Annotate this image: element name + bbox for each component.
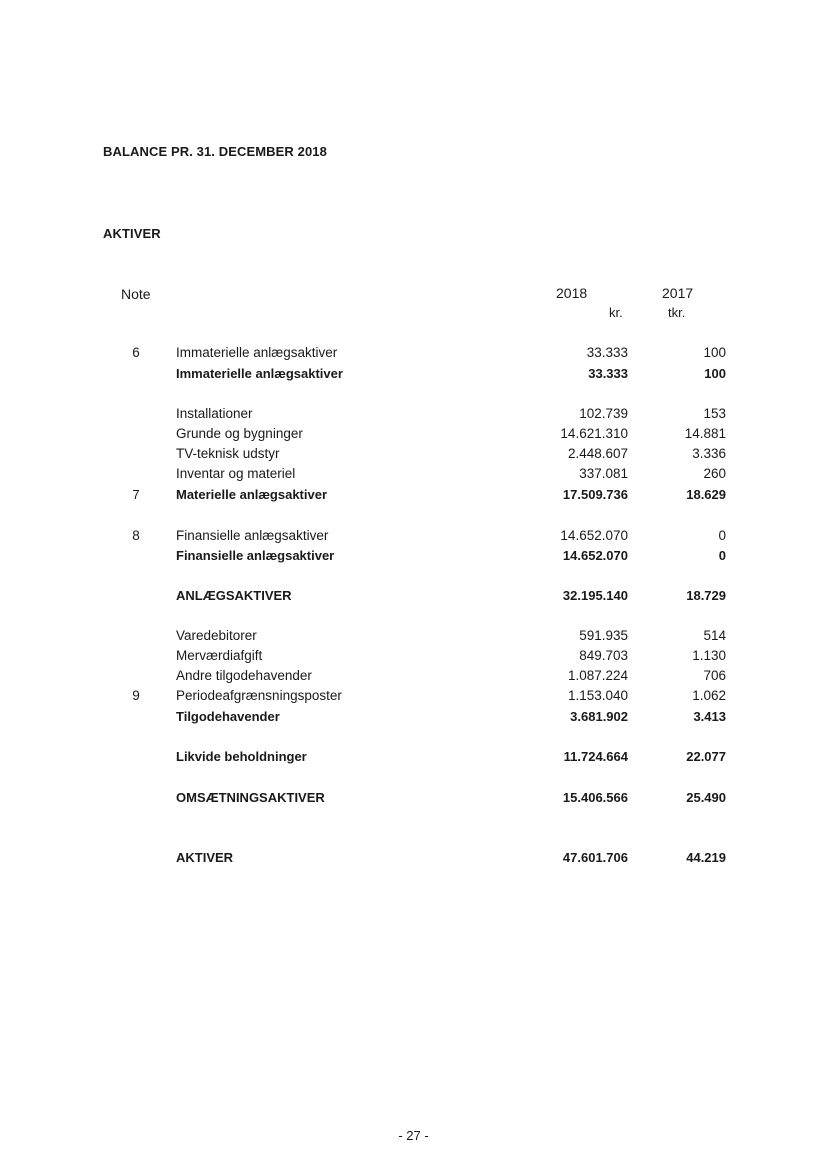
row-label: Merværdiafgift bbox=[176, 648, 263, 663]
section-heading: AKTIVER bbox=[103, 226, 161, 241]
row-value-2018: 15.406.566 bbox=[562, 790, 628, 805]
row-value-2017: 25.490 bbox=[686, 790, 726, 805]
row-label: Installationer bbox=[176, 406, 253, 421]
row-label: Immaterielle anlægsaktiver bbox=[176, 345, 338, 360]
table-row bbox=[0, 688, 827, 708]
row-note: 8 bbox=[132, 528, 140, 543]
row-label: Inventar og materiel bbox=[176, 466, 296, 481]
table-row bbox=[0, 528, 827, 548]
row-label: Varedebitorer bbox=[176, 628, 257, 643]
row-value-2017: 18.629 bbox=[686, 487, 726, 502]
row-label: ANLÆGSAKTIVER bbox=[176, 588, 292, 603]
row-label: Finansielle anlægsaktiver bbox=[176, 528, 329, 543]
row-value-2018: 102.739 bbox=[579, 406, 628, 421]
table-row bbox=[0, 426, 827, 446]
row-value-2018: 591.935 bbox=[579, 628, 628, 643]
row-label: Materielle anlægsaktiver bbox=[176, 487, 328, 502]
row-value-2018: 47.601.706 bbox=[562, 850, 628, 865]
year-2017-header: 2017 bbox=[662, 285, 694, 301]
row-note: 7 bbox=[132, 487, 140, 502]
row-value-2017: 100 bbox=[704, 366, 726, 381]
table-row bbox=[0, 446, 827, 466]
row-value-2017: 3.336 bbox=[692, 446, 726, 461]
row-label: Tilgodehavender bbox=[176, 709, 280, 724]
row-value-2017: 706 bbox=[703, 668, 726, 683]
row-value-2018: 32.195.140 bbox=[562, 588, 628, 603]
row-value-2017: 22.077 bbox=[686, 749, 726, 764]
row-value-2017: 18.729 bbox=[686, 588, 726, 603]
subtotal-row bbox=[0, 548, 827, 568]
table-row bbox=[0, 668, 827, 688]
row-value-2017: 1.062 bbox=[692, 688, 726, 703]
row-value-2018: 1.087.224 bbox=[567, 668, 628, 683]
table-row bbox=[0, 466, 827, 486]
row-value-2017: 100 bbox=[703, 345, 726, 360]
row-value-2018: 17.509.736 bbox=[562, 487, 628, 502]
subtotal-row bbox=[0, 366, 827, 386]
row-label: Finansielle anlægsaktiver bbox=[176, 548, 335, 563]
row-note: 6 bbox=[132, 345, 140, 360]
year-2018-header: 2018 bbox=[556, 285, 588, 301]
row-label: Immaterielle anlægsaktiver bbox=[176, 366, 343, 381]
row-label: OMSÆTNINGSAKTIVER bbox=[176, 790, 325, 805]
row-value-2018: 1.153.040 bbox=[567, 688, 628, 703]
row-label: Andre tilgodehavender bbox=[176, 668, 312, 683]
note-column-header: Note bbox=[121, 286, 151, 302]
unit-2017-header: tkr. bbox=[668, 305, 686, 320]
row-value-2018: 337.081 bbox=[579, 466, 628, 481]
table-row bbox=[0, 648, 827, 668]
row-value-2017: 260 bbox=[703, 466, 726, 481]
row-value-2017: 0 bbox=[718, 528, 726, 543]
row-value-2017: 0 bbox=[718, 548, 726, 563]
row-note: 9 bbox=[132, 688, 140, 703]
row-value-2017: 514 bbox=[703, 628, 726, 643]
row-value-2018: 849.703 bbox=[579, 648, 628, 663]
row-label: TV-teknisk udstyr bbox=[176, 446, 280, 461]
page-number: - 27 - bbox=[398, 1128, 429, 1143]
row-label: Likvide beholdninger bbox=[176, 749, 307, 764]
row-value-2018: 33.333 bbox=[588, 366, 628, 381]
row-value-2018: 14.621.310 bbox=[560, 426, 628, 441]
row-label: Grunde og bygninger bbox=[176, 426, 303, 441]
document-title: BALANCE PR. 31. DECEMBER 2018 bbox=[103, 144, 327, 159]
total-row bbox=[0, 588, 827, 608]
total-row bbox=[0, 790, 827, 810]
row-value-2017: 153 bbox=[703, 406, 726, 421]
row-value-2018: 33.333 bbox=[586, 345, 628, 360]
row-value-2018: 2.448.607 bbox=[567, 446, 628, 461]
row-value-2017: 1.130 bbox=[692, 648, 726, 663]
row-label: Periodeafgrænsningsposter bbox=[176, 688, 342, 703]
table-row bbox=[0, 345, 827, 365]
row-value-2017: 14.881 bbox=[684, 426, 726, 441]
subtotal-row bbox=[0, 487, 827, 507]
unit-2018-header: kr. bbox=[609, 305, 623, 320]
subtotal-row bbox=[0, 749, 827, 769]
row-value-2018: 14.652.070 bbox=[562, 548, 628, 563]
grand-total-row bbox=[0, 850, 827, 870]
row-value-2018: 14.652.070 bbox=[560, 528, 628, 543]
row-value-2018: 3.681.902 bbox=[570, 709, 628, 724]
table-row bbox=[0, 406, 827, 426]
row-value-2017: 44.219 bbox=[686, 850, 726, 865]
subtotal-row bbox=[0, 709, 827, 729]
row-label: AKTIVER bbox=[176, 850, 234, 865]
row-value-2017: 3.413 bbox=[693, 709, 726, 724]
table-row bbox=[0, 628, 827, 648]
row-value-2018: 11.724.664 bbox=[563, 749, 628, 764]
